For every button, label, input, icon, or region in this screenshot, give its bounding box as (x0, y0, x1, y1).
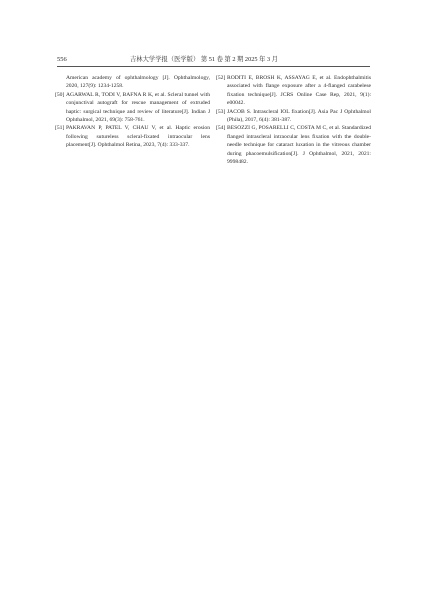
header-rule (57, 66, 370, 67)
reference-text: BESOZZI G, POSARELLI C, COSTA M C, et al. Standardized flanged intrascleral intraocular lens fixation with the double-needle technique for cataract luxation in the vitreous chamber during phacoemulsification[J]. J Ophthalmol, 2021, 2021: 9998482. (227, 125, 371, 166)
reference-item-continued (57, 74, 210, 91)
reference-item (57, 124, 210, 149)
reference-column-left (57, 74, 210, 150)
reference-text: RODITI E, BROSH K, ASSAYAG E, et al. Endophthalmitis associated with flange exposure after a 4-flanged carabelese fixation technique[J]. JCRS Online Case Rep, 2021, 9(1): e00042. (227, 75, 371, 107)
reference-number: [52] (216, 75, 226, 81)
reference-number: [51] (55, 125, 65, 132)
reference-text: PAKRAVAN P, PATEL V, CHAU V, et al. Haptic erosion following sutureless scleral-fixated intraocular lens placement[J]. Ophthalmol Retina, 2023, 7(4): 333-337. (66, 125, 210, 149)
reference-number: [54] (216, 125, 226, 132)
reference-number: [53] (216, 108, 226, 115)
reference-number: [50] (55, 91, 65, 98)
running-header: 吉林大学学报（医学版） 第 51 卷 第 2 期 2025 年 3 月 (130, 56, 278, 63)
reference-item (218, 108, 371, 125)
reference-text: JACOB S. Intrascleral IOL fixation[J]. Asia Pac J Ophthalmol (Phila), 2017, 6(4): 381-387. (227, 108, 371, 124)
reference-item (57, 91, 210, 125)
reference-item (218, 124, 371, 166)
reference-column-right (218, 74, 371, 166)
reference-item (218, 74, 371, 108)
page-number: 556 (57, 56, 67, 63)
reference-text: American academy of ophthalmology [J]. Ophthalmology, 2020, 127(9): 1234-1258. (66, 75, 210, 90)
reference-text: AGARWAL R, TODI V, BAFNA R K, et al. Scleral tunnel with conjunctival autograft for rescue management of extruded haptic: surgical technique and review of literature[J]. Indian J Ophthalmol, 2021, 69(3): 758-761. (66, 91, 210, 124)
